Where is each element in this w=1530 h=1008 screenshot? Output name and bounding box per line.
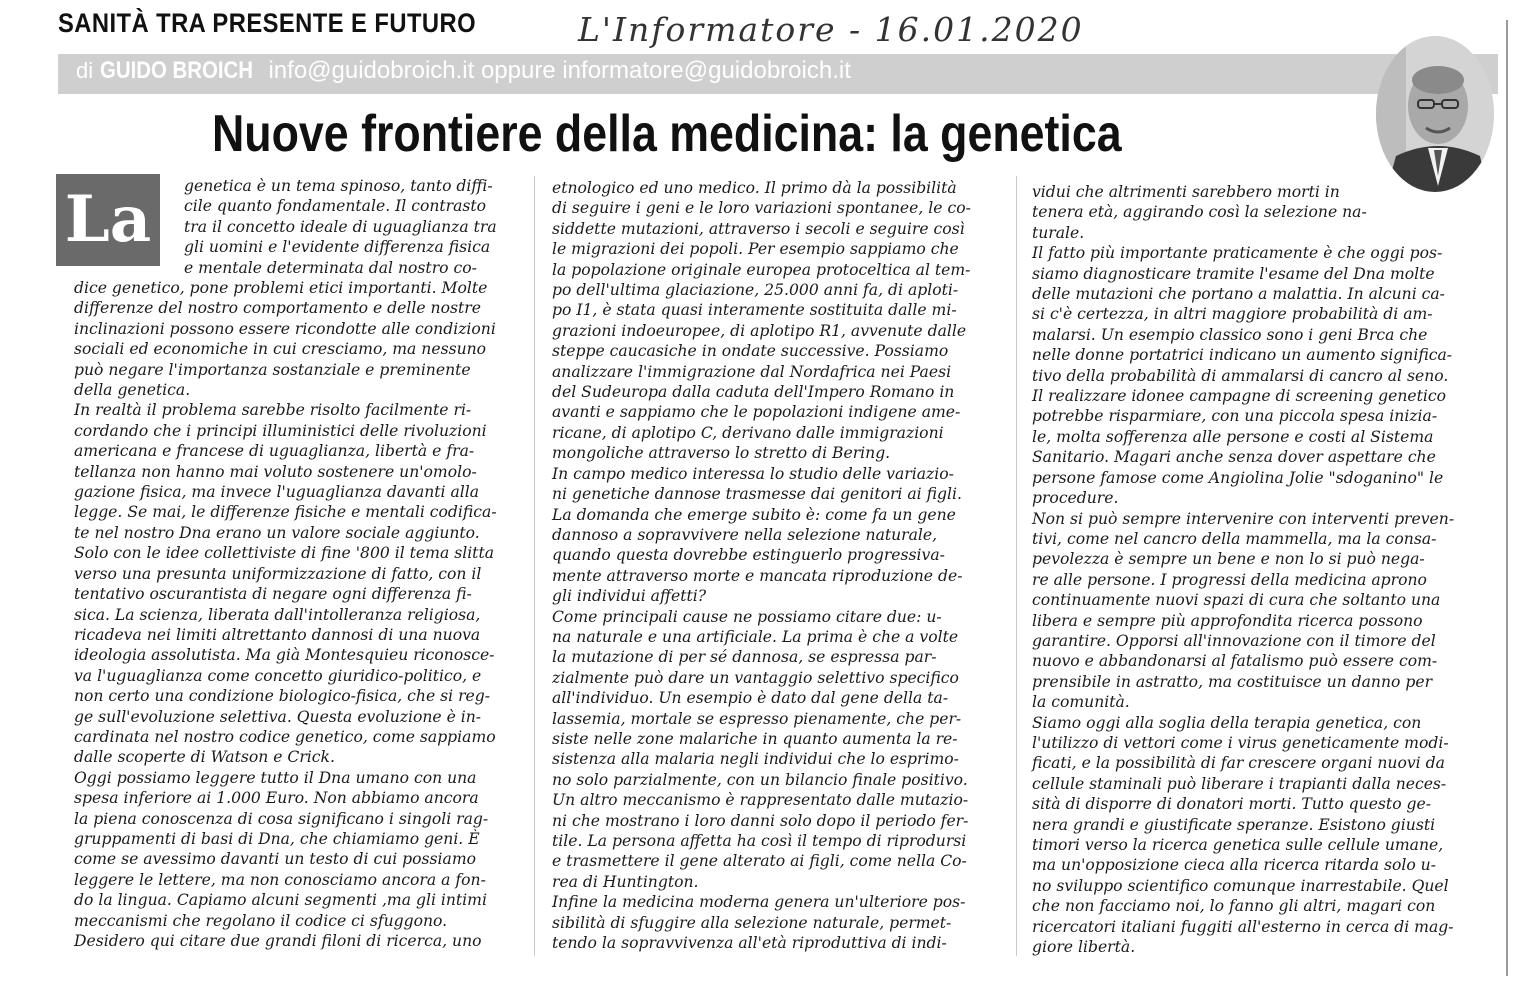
text-line: le, molta sofferenza alle persone e costi al Sistema	[1032, 427, 1434, 446]
column-2	[552, 178, 971, 953]
text-line: inclinazioni possono essere ricondotte alle condizioni	[74, 319, 496, 338]
text-line: Siamo oggi alla soglia della terapia genetica, con	[1032, 713, 1422, 732]
text-line: tivi, come nel cancro della mammella, ma la consa-	[1032, 529, 1437, 548]
text-line: e mentale determinata dal nostro co-	[184, 258, 477, 277]
text-line: rea di Huntington.	[552, 872, 699, 891]
drop-cap: La	[56, 174, 160, 266]
text-line: na naturale e una artificiale. La prima è che a volte	[552, 627, 959, 646]
text-line: do la lingua. Capiamo alcuni segmenti ,ma gli intimi	[74, 891, 487, 910]
text-line: Solo con le idee collettiviste di fine '800 il tema slitta	[74, 544, 495, 563]
text-line: delle mutazioni che portano a malattia. In alcuni ca-	[1032, 285, 1445, 304]
text-line: la piena conoscenza di cosa significano i singoli rag-	[74, 809, 489, 828]
text-line: giore libertà.	[1032, 938, 1136, 957]
text-line: ficati, e la possibilità di far crescere organi nuovi da	[1032, 754, 1445, 773]
article-headline: Nuove frontiere della medicina: la genetica	[212, 105, 1122, 163]
text-line: cellule staminali può liberare i trapianti dalla neces-	[1032, 774, 1447, 793]
byline-prefix: di	[76, 58, 94, 83]
text-line: procedure.	[1032, 489, 1119, 508]
text-line: In realtà il problema sarebbe risolto facilmente ri-	[74, 401, 472, 420]
text-line: malarsi. Un esempio classico sono i geni Brca che	[1032, 325, 1428, 344]
text-line: no solo parzialmente, con un bilancio finale positivo.	[552, 770, 968, 789]
text-line: Sanitario. Magari anche senza dover aspettare che	[1032, 448, 1436, 467]
text-line: va l'uguaglianza come concetto giuridico-politico, e	[74, 666, 482, 685]
text-line: sibilità di sfuggire alla selezione naturale, permet-	[552, 913, 952, 932]
section-title: SANITÀ TRA PRESENTE E FUTURO	[58, 8, 477, 38]
text-line: siamo diagnosticare tramite l'esame del Dna molte	[1032, 264, 1435, 283]
text-line: Non si può sempre intervenire con interventi preven-	[1032, 509, 1455, 528]
text-line: cordando che i principi illuministici delle rivoluzioni	[74, 421, 487, 440]
text-line: La domanda che emerge subito è: come fa un gene	[552, 505, 956, 524]
text-line: steppe caucasiche in ondate successive. Possiamo	[552, 342, 949, 361]
text-line: verso una presunta uniformizzazione di fatto, con il	[74, 564, 482, 583]
column-3	[1032, 182, 1454, 957]
column-divider	[1016, 176, 1017, 956]
text-line: siddette mutazioni, attraverso i secoli e seguire così	[552, 219, 965, 238]
text-line: la mutazione di per sé dannosa, se espressa par-	[552, 648, 937, 667]
text-line: lassemia, mortale se espresso pienamente, che per-	[552, 709, 962, 728]
text-line: cile quanto fondamentale. Il contrasto	[184, 197, 487, 216]
text-line: come se avessimo davanti un testo di cui possiamo	[74, 850, 477, 869]
text-line: ricadeva nei limiti altrettanto dannosi di una nuova	[74, 625, 481, 644]
text-line: ma un'opposizione cieca alla ricerca ritarda solo u-	[1032, 856, 1436, 875]
column-divider	[534, 176, 535, 956]
text-line: gruppamenti di basi di Dna, che chiamiamo geni. È	[74, 829, 480, 848]
column-1	[74, 278, 497, 951]
text-line: Desidero qui citare due grandi filoni di ricerca, uno	[74, 932, 482, 950]
text-line: gli individui affetti?	[552, 587, 707, 606]
text-line: ricane, di aplotipo C, derivano dalle immigrazioni	[552, 423, 944, 442]
text-line: tendo la sopravvivenza all'età riproduttiva di indi-	[552, 934, 947, 953]
text-line: etnologico ed uno medico. Il primo dà la possibilità	[552, 179, 957, 197]
text-line: persone famose come Angiolina Jolie "sdoganino" le	[1032, 468, 1444, 487]
text-line: In campo medico interessa lo studio delle variazio-	[552, 464, 954, 483]
text-line: garantire. Opporsi all'innovazione con il timore del	[1032, 631, 1436, 650]
text-line: nera grandi e giustificate speranze. Esistono giusti	[1032, 815, 1436, 834]
text-line: l'utilizzo di vettori come i virus geneticamente modi-	[1032, 733, 1449, 752]
text-line: grazioni indoeuropee, di aplotipo R1, avvenute dalle	[552, 321, 967, 340]
text-line: meccanismi che regolano il codice ci sfuggono.	[74, 911, 448, 930]
text-line: Un altro meccanismo è rappresentato dalle mutazio-	[552, 791, 969, 810]
text-line: gli uomini e l'evidente differenza fisica	[184, 238, 491, 257]
text-line: ni genetiche dannose trasmesse dai genitori ai figli.	[552, 485, 962, 504]
text-line: la popolazione originale europea protoceltica al tem-	[552, 260, 971, 279]
text-line: legge. Se mai, le differenze fisiche e mentali codifica-	[74, 503, 497, 522]
text-line: po I1, è stata quasi interamente sostituita dalle mi-	[552, 301, 957, 320]
text-line: differenze del nostro comportamento e delle nostre	[74, 299, 481, 318]
text-line: tivo della probabilità di ammalarsi di cancro al seno.	[1032, 366, 1449, 385]
text-line: analizzare l'immigrazione dal Nordafrica nei Paesi	[552, 362, 952, 381]
text-line: nuovo e abbandonarsi al fatalismo può essere com-	[1032, 652, 1438, 671]
handwritten-source-note: L'Informatore - 16.01.2020	[578, 10, 1084, 49]
text-line: prensibile in astratto, ma costituisce un danno per	[1032, 672, 1433, 691]
text-line: continuamente nuovi spazi di cura che soltanto una	[1032, 591, 1441, 610]
column-1-intro	[184, 176, 497, 278]
text-line: re alle persone. I progressi della medicina aprono	[1032, 570, 1427, 589]
text-line: te nel nostro Dna erano un valore sociale aggiunto.	[74, 523, 480, 542]
text-line: dice genetico, pone problemi etici importanti. Molte	[74, 279, 488, 297]
text-line: dalle scoperte di Watson e Crick.	[74, 748, 335, 767]
text-line: libera e sempre più approfondita ricerca possono	[1032, 611, 1423, 630]
text-line: Infine la medicina moderna genera un'ulteriore pos-	[552, 893, 966, 912]
author-contacts: info@guidobroich.it oppure informatore@guidobroich.it	[268, 57, 851, 84]
text-line: po dell'ultima glaciazione, 25.000 anni fa, di aploti-	[552, 281, 959, 300]
text-line: all'individuo. Un esempio è dato dal gene della ta-	[552, 689, 949, 708]
author-name: GUIDO BROICH	[99, 57, 253, 84]
text-line: cardinata nel nostro codice genetico, come sappiamo	[74, 727, 496, 746]
text-line: avanti e sappiamo che le popolazioni indigene ame-	[552, 403, 961, 422]
text-line: che non facciamo noi, lo fanno gli altri, magari con	[1032, 897, 1436, 916]
text-line: tenera età, aggirando così la selezione na-	[1032, 203, 1367, 222]
text-line: leggere le lettere, ma non conosciamo ancora a fon-	[74, 870, 486, 889]
text-line: sità di disporre di donatori morti. Tutto questo ge-	[1032, 795, 1432, 814]
text-line: si c'è certezza, in altri maggiore probabilità di am-	[1032, 305, 1433, 324]
text-line: sociali ed economiche in cui cresciamo, ma nessuno	[74, 340, 487, 359]
text-line: le migrazioni dei popoli. Per esempio sappiamo che	[552, 240, 959, 259]
text-line: nelle donne portatrici indicano un aumento significa-	[1032, 346, 1453, 365]
text-line: e trasmettere il gene alterato ai figli, come nella Co-	[552, 852, 967, 871]
text-line: tile. La persona affetta ha così il tempo di riprodursi	[552, 832, 967, 850]
text-line: pevolezza è sempre un bene e non lo si può nega-	[1032, 550, 1425, 569]
text-line: mente attraverso morte e mancata riproduzione de-	[552, 566, 963, 585]
text-line: siste nelle zone malariche in quanto aumenta la re-	[552, 729, 958, 748]
text-line: americana e francese di uguaglianza, libertà e fra-	[74, 442, 475, 461]
text-line: tra il concetto ideale di uguaglianza tra	[184, 217, 497, 236]
text-line: zialmente può dare un vantaggio selettivo specifico	[552, 668, 959, 687]
text-line: potrebbe risparmiare, con una piccola spesa inizia-	[1032, 407, 1438, 426]
text-line: sica. La scienza, liberata dall'intolleranza religiosa,	[74, 605, 481, 624]
text-line: dannoso a sopravvivere nella selezione naturale,	[552, 525, 938, 544]
page-edge	[1506, 20, 1508, 976]
text-line: gazione fisica, ma invece l'uguaglianza davanti alla	[74, 483, 480, 502]
text-line: della genetica.	[74, 381, 191, 400]
text-line: ricercatori italiani fuggiti all'esterno in cerca di mag-	[1032, 917, 1454, 936]
author-portrait-image	[1376, 36, 1494, 192]
text-line: vidui che altrimenti sarebbero morti in	[1032, 183, 1340, 201]
text-line: ideologia assolutista. Ma già Montesquieu riconosce-	[74, 646, 495, 665]
text-line: sistenza alla malaria negli individui che lo esprimo-	[552, 750, 959, 769]
text-line: Oggi possiamo leggere tutto il Dna umano con una	[74, 768, 477, 787]
text-line: non certo una condizione biologico-fisica, che si reg-	[74, 687, 491, 706]
text-line: turale.	[1032, 223, 1085, 242]
text-line: tentativo oscurantista di negare ogni differenza fi-	[74, 585, 472, 604]
text-line: spesa inferiore ai 1.000 Euro. Non abbiamo ancora	[74, 789, 479, 808]
text-line: Il fatto più importante praticamente è che oggi pos-	[1032, 244, 1443, 263]
text-line: Come principali cause ne possiamo citare due: u-	[552, 607, 942, 626]
author-photo	[1376, 36, 1494, 192]
text-line: ge sull'evoluzione selettiva. Questa evoluzione è in-	[74, 707, 482, 726]
text-line: Il realizzare idonee campagne di screening genetico	[1032, 387, 1446, 406]
text-line: mongoliche attraverso lo stretto di Bering.	[552, 444, 891, 463]
text-line: tellanza non hanno mai voluto sostenere un'omolo-	[74, 462, 477, 481]
text-line: può negare l'importanza sostanziale e preminente	[74, 360, 471, 379]
text-line: del Sudeuropa dalla caduta dell'Impero Romano in	[552, 383, 955, 402]
text-line: timori verso la ricerca genetica sulle cellule umane,	[1032, 836, 1444, 854]
byline	[76, 57, 851, 85]
text-line: la comunità.	[1032, 693, 1130, 712]
text-line: no sviluppo scientifico comunque inarrestabile. Quel	[1032, 876, 1449, 895]
text-line: genetica è un tema spinoso, tanto diffi-	[184, 177, 493, 195]
text-line: ni che mostrano i loro danni solo dopo il periodo fer-	[552, 811, 969, 830]
text-line: di seguire i geni e le loro variazioni spontanee, le co-	[552, 199, 971, 218]
text-line: quando questa dovrebbe estinguerlo progressiva-	[552, 546, 945, 565]
